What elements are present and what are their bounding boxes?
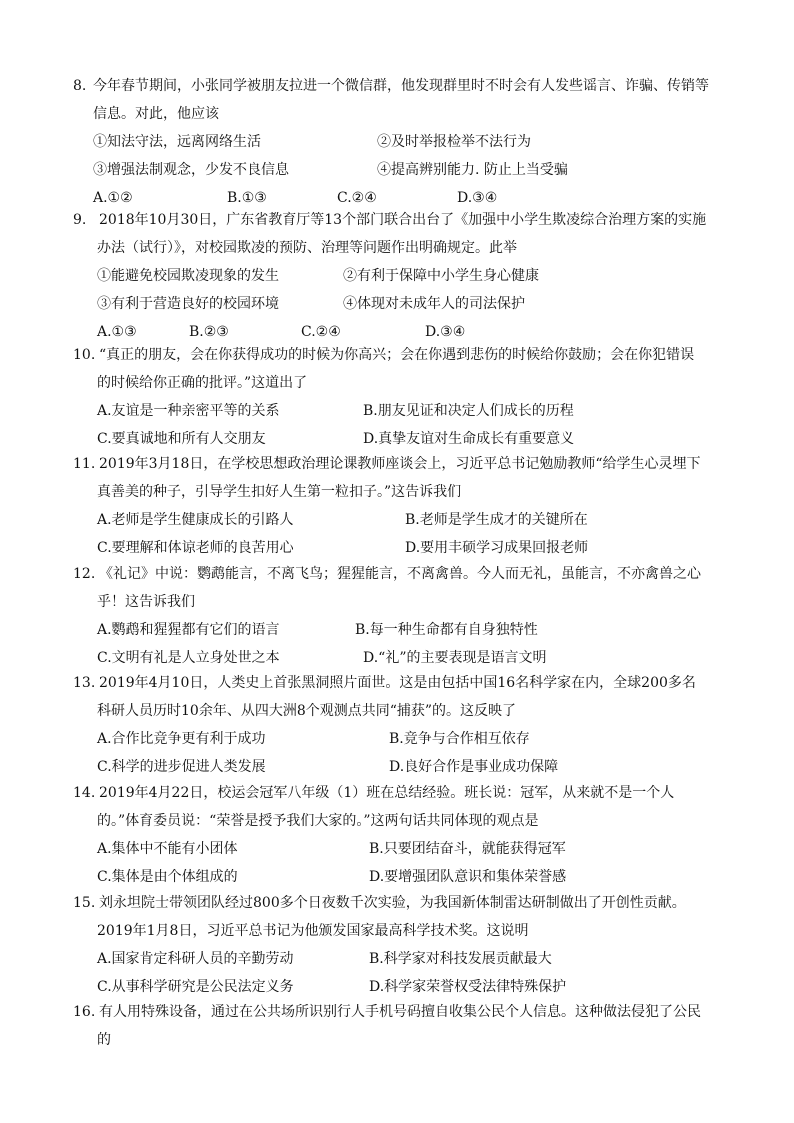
option-row [73, 397, 723, 425]
question-stem: 《礼记》中说：鹦鹉能言，不离飞鸟；猩猩能言，不离禽兽。今人而无礼，虽能言，不亦禽兽之心 [99, 566, 701, 582]
statement: ②有利于保障中小学生身心健康 [343, 268, 539, 284]
question-number: 9. [73, 212, 87, 228]
option-a: A.①② [93, 190, 133, 206]
question-stem: 的。”体育委员说：“荣誉是授予我们大家的。”这两句话共同体现的观点是 [97, 813, 539, 829]
question-10 [73, 341, 723, 453]
statement: ①知法守法，远离网络生活 [93, 134, 261, 150]
option-a: A.合作比竞争更有利于成功 [97, 731, 266, 747]
option-row [73, 973, 723, 1001]
option-a: A.鹦鹉和猩猩都有它们的语言 [97, 622, 280, 638]
option-row [73, 835, 723, 863]
option-row [73, 753, 723, 781]
question-number: 11. [73, 456, 96, 472]
option-a: A.国家肯定科研人员的辛勤劳动 [97, 951, 294, 967]
question-15 [73, 889, 723, 1001]
option-b: B.②③ [189, 324, 229, 340]
option-d: D.真挚友谊对生命成长有重要意义 [363, 431, 575, 447]
option-b: B.老师是学生成才的关键所在 [405, 512, 588, 528]
statement: ④体现对未成年人的司法保护 [343, 296, 525, 312]
statement-row [73, 128, 723, 156]
option-a: A.老师是学生健康成长的引路人 [97, 512, 294, 528]
question-stem: 刘永坦院士带领团队经过800多个日夜数千次实验，为我国新体制雷达研制做出了开创性贡献。 [99, 895, 686, 911]
question-number: 12. [73, 566, 96, 582]
statement: ④提高辨别能力. 防止上当受骗 [377, 162, 568, 178]
option-row [73, 863, 723, 891]
option-c: C.从事科学研究是公民法定义务 [97, 979, 294, 995]
option-b: B.竞争与合作相互依存 [389, 731, 530, 747]
option-row [73, 725, 723, 753]
option-d: D.要增强团队意识和集体荣誉感 [369, 869, 567, 885]
option-b: B.科学家对科技发展贡献最大 [369, 951, 552, 967]
question-9 [73, 206, 723, 346]
question-number: 8. [73, 78, 87, 94]
question-16 [73, 998, 723, 1054]
option-c: C.文明有礼是人立身处世之本 [97, 650, 280, 666]
option-d: D.③④ [425, 324, 466, 340]
option-d: D.③④ [457, 190, 498, 206]
option-c: C.科学的进步促进人类发展 [97, 759, 266, 775]
option-row [73, 644, 723, 672]
question-stem: 有人用特殊设备，通过在公共场所识别行人手机号码擅自收集公民个人信息。这种做法侵犯了公民 [99, 1004, 701, 1020]
option-a: A.集体中不能有小团体 [97, 841, 238, 857]
question-number: 14. [73, 785, 96, 801]
question-stem: 2019年3月18日，在学校思想政治理论课教师座谈会上，习近平总书记勉励教师“给学生心灵埋下 [99, 456, 701, 472]
statement: ③有利于营造良好的校园环境 [97, 296, 279, 312]
question-stem: 乎！这告诉我们 [97, 594, 195, 610]
question-12 [73, 560, 723, 672]
option-d: D.要用丰硕学习成果回报老师 [405, 540, 589, 556]
question-number: 13. [73, 675, 96, 691]
statement-row [73, 290, 723, 318]
question-number: 16. [73, 1004, 96, 1020]
question-number: 10. [73, 347, 96, 363]
option-d: D.“礼”的主要表现是语言文明 [363, 650, 547, 666]
statement-row [73, 262, 723, 290]
option-c: C.②④ [337, 190, 377, 206]
option-c: C.②④ [301, 324, 341, 340]
question-14 [73, 779, 723, 891]
option-c: C.集体是由个体组成的 [97, 869, 238, 885]
question-stem: 办法（试行）》，对校园欺凌的预防、治理等问题作出明确规定。此举 [97, 240, 517, 256]
option-row [73, 616, 723, 644]
option-a: A.友谊是一种亲密平等的关系 [97, 403, 280, 419]
question-stem: 的时候给你正确的批评。”这道出了 [97, 375, 308, 391]
question-stem: 2019年4月10日，人类史上首张黑洞照片面世。这是由包括中国16名科学家在内，全球200多名 [99, 675, 696, 691]
question-8 [73, 72, 723, 212]
statement-row [73, 156, 723, 184]
option-b: B.每一种生命都有自身独特性 [355, 622, 538, 638]
question-11 [73, 450, 723, 562]
option-b: B.只要团结奋斗，就能获得冠军 [369, 841, 566, 857]
statement: ①能避免校园欺凌现象的发生 [97, 268, 279, 284]
option-c: C.要真诚地和所有人交朋友 [97, 431, 266, 447]
question-stem: “真正的朋友，会在你获得成功的时候为你高兴；会在你遇到悲伤的时候给你鼓励；会在你犯错误 [99, 347, 695, 363]
option-d: D.良好合作是事业成功保障 [389, 759, 559, 775]
question-stem: 的 [97, 1032, 111, 1048]
question-stem: 信息。对此，他应该 [93, 106, 219, 122]
question-stem: 今年春节期间，小张同学被朋友拉进一个微信群，他发现群里时不时会有人发些谣言、诈骗、传销等 [93, 78, 709, 94]
option-b: B.①③ [227, 190, 267, 206]
question-stem: 真善美的种子，引导学生扣好人生第一粒扣子。”这告诉我们 [97, 484, 462, 500]
question-stem: 科研人员历时10余年、从四大洲8个观测点共同“捕获”的。这反映了 [97, 703, 517, 719]
statement: ②及时举报检举不法行为 [377, 134, 531, 150]
option-row [73, 425, 723, 453]
option-row [73, 945, 723, 973]
option-a: A.①③ [97, 324, 137, 340]
question-stem: 2019年4月22日，校运会冠军八年级（1）班在总结经验。班长说：冠军，从来就不是一个人 [99, 785, 675, 801]
option-row [73, 534, 723, 562]
question-stem: 2018年10月30日，广东省教育厅等13个部门联合出台了《加强中小学生欺凌综合治理方案的实施 [99, 212, 707, 228]
option-d: D.科学家荣誉权受法律特殊保护 [369, 979, 567, 995]
option-b: B.朋友见证和决定人们成长的历程 [363, 403, 574, 419]
statement: ③增强法制观念，少发不良信息 [93, 162, 289, 178]
question-number: 15. [73, 895, 96, 911]
option-c: C.要理解和体谅老师的良苦用心 [97, 540, 294, 556]
question-13 [73, 669, 723, 781]
option-row [73, 506, 723, 534]
question-stem: 2019年1月8日，习近平总书记为他颁发国家最高科学技术奖。这说明 [97, 923, 529, 939]
